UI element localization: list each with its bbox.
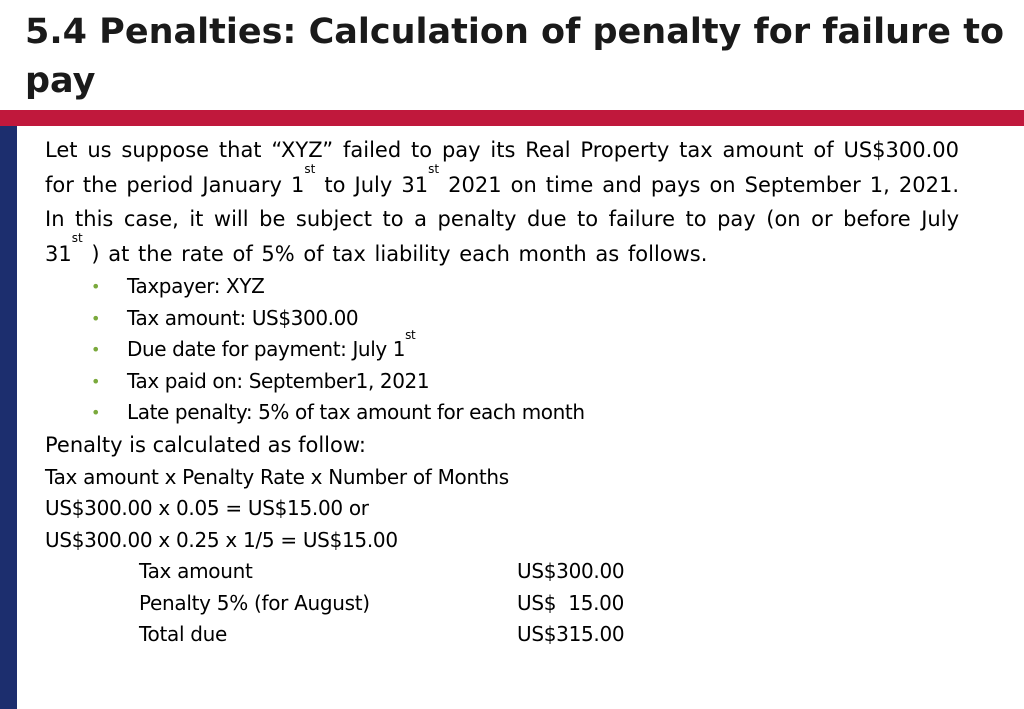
ordinal-suffix: st bbox=[304, 161, 316, 176]
fact-item-due-date bbox=[83, 328, 959, 366]
left-accent-bar bbox=[0, 126, 17, 709]
slide-body bbox=[45, 133, 959, 651]
intro-text-part-1: Let us suppose that “XYZ” failed to pay its Real Property tax amount of US$300.00 for the period January 1 bbox=[45, 138, 959, 197]
fact-item-paid-on bbox=[83, 366, 959, 398]
fact-text: Taxpayer: XYZ bbox=[127, 274, 265, 298]
ordinal-suffix: st bbox=[405, 328, 416, 342]
fact-text: Tax amount: US$300.00 bbox=[127, 305, 359, 330]
summary-label: Tax amount bbox=[139, 559, 253, 583]
penalty-summary-table bbox=[139, 556, 624, 651]
table-row bbox=[139, 556, 624, 588]
summary-label: Total due bbox=[139, 622, 228, 646]
formula-line: US$300.00 x 0.25 x 1/5 = US$15.00 bbox=[45, 527, 398, 552]
bullet-icon: • bbox=[91, 340, 101, 359]
slide-title: 5.4 Penalties: Calculation of penalty for failure to pay bbox=[25, 12, 1004, 101]
fact-text: Due date for payment: July 1 bbox=[127, 337, 406, 361]
table-row bbox=[139, 588, 624, 620]
bullet-icon: • bbox=[91, 371, 101, 391]
formula-heading: Penalty is calculated as follow: bbox=[45, 432, 366, 457]
summary-value: US$315.00 bbox=[517, 622, 625, 646]
fact-text: Tax paid on: September1, 2021 bbox=[127, 368, 430, 393]
intro-text-part-3: 2021 on time and pays on September 1, 2021. In this case, it will be subject to a penalty due to failure to pay (on or before July 31 bbox=[45, 172, 959, 266]
table-row bbox=[139, 619, 624, 651]
summary-label: Penalty 5% (for August) bbox=[139, 590, 370, 615]
summary-value: US$300.00 bbox=[517, 559, 625, 583]
fact-text: Late penalty: 5% of tax amount for each month bbox=[127, 400, 585, 424]
intro-text-part-4: ) at the rate of 5% of tax liability each month as follows. bbox=[82, 241, 708, 266]
ordinal-suffix: st bbox=[71, 230, 83, 245]
summary-value: US$ 15.00 bbox=[517, 590, 625, 615]
fact-item-taxpayer bbox=[83, 271, 959, 303]
formula-line: Tax amount x Penalty Rate x Number of Months bbox=[45, 464, 509, 489]
bullet-icon: • bbox=[91, 403, 101, 422]
fact-item-late-penalty bbox=[83, 397, 959, 429]
title-divider-bar bbox=[0, 110, 1024, 126]
ordinal-suffix: st bbox=[428, 161, 440, 176]
intro-text-part-2: to July 31 bbox=[315, 172, 429, 197]
fact-list bbox=[45, 271, 959, 429]
intro-paragraph bbox=[45, 133, 959, 271]
bullet-icon: • bbox=[91, 277, 101, 296]
fact-item-tax-amount bbox=[83, 303, 959, 335]
bullet-icon: • bbox=[91, 308, 101, 328]
formula-line: US$300.00 x 0.05 = US$15.00 or bbox=[45, 496, 369, 520]
